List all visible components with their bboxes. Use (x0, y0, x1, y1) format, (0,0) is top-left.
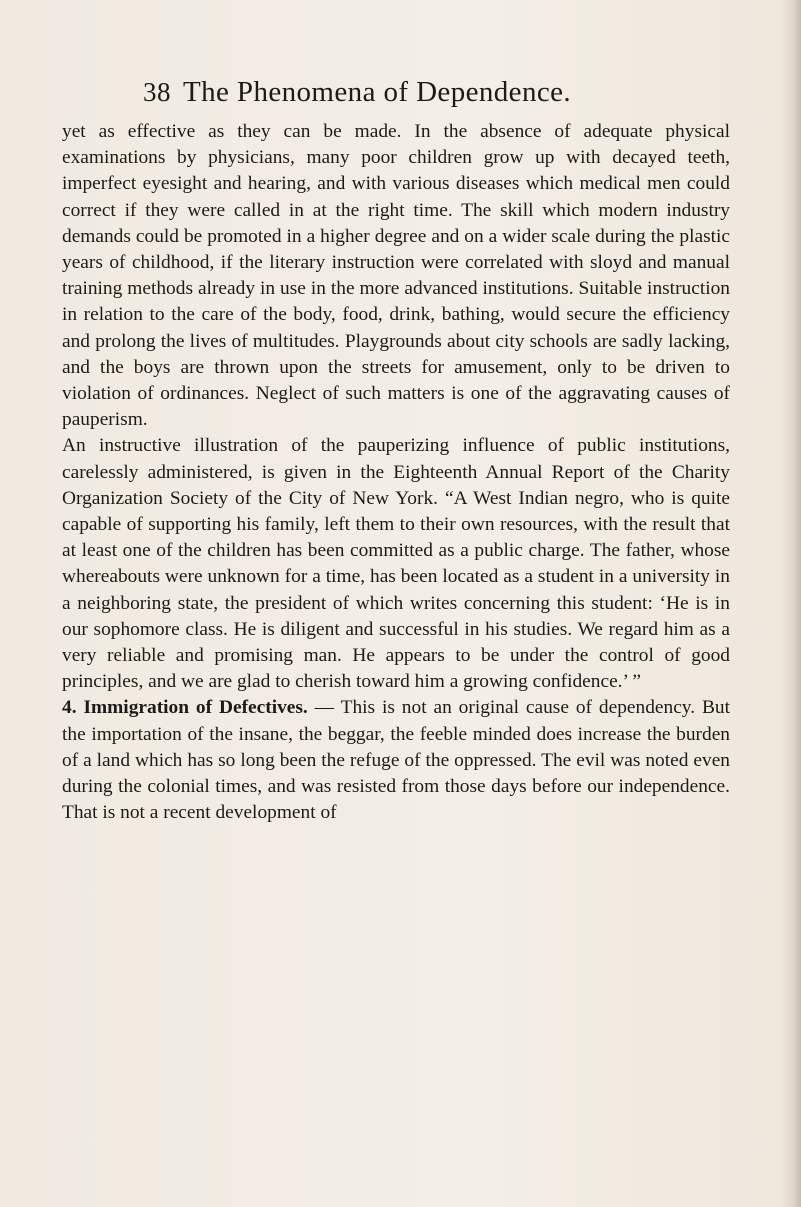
body-text (62, 119, 730, 826)
section-number: 4. (62, 697, 77, 719)
section-text: — This is not an original cause of dependency. But the importation of the insane, the beggar, the feeble minded does increase the burden of a land which has so long been the refuge of the oppressed. The evil was noted even during the colonial times, and was resisted from those days before our independence. That is not a recent development of (62, 697, 730, 824)
paragraph-3 (62, 695, 730, 826)
page-number: 38 (143, 77, 171, 107)
running-title: The Phenomena of Dependence. (183, 76, 572, 108)
section-heading: Immigration of Defectives. (83, 697, 308, 719)
page-edge-shadow (781, 0, 801, 1207)
paragraph-2: An instructive illustration of the pauperizing influence of public institutions, carelessly administered, is given in the Eighteenth Annual Report of the Charity Organization Society of the City of New York. “A West Indian negro, who is quite capable of supporting his family, left them to their own resources, with the result that at least one of the children has been committed as a public charge. The father, whose whereabouts were unknown for a time, has been located as a student in a university in a neighboring state, the president of which writes concerning this student: ‘He is in our sophomore class. He is diligent and successful in his studies. We regard him as a very reliable and promising man. He appears to be under the control of good principles, and we are glad to cherish toward him a growing confidence.’ ” (62, 435, 730, 693)
page-header (143, 72, 703, 122)
paragraph-1: yet as effective as they can be made. In the absence of adequate physical examinations by physicians, many poor children grow up with decayed teeth, imperfect eyesight and hearing, and with various diseases which medical men could correct if they were called in at the right time. The skill which modern industry demands could be promoted in a higher degree and on a wider scale during the plastic years of childhood, if the literary instruction were correlated with sloyd and manual training methods already in use in the more advanced institutions. Suitable instruction in relation to the care of the body, food, drink, bathing, would secure the efficiency and prolong the lives of multitudes. Playgrounds about city schools are sadly lacking, and the boys are thrown upon the streets for amusement, only to be driven to violation of ordinances. Neglect of such matters is one of the aggravating causes of pauperism. (62, 121, 730, 431)
